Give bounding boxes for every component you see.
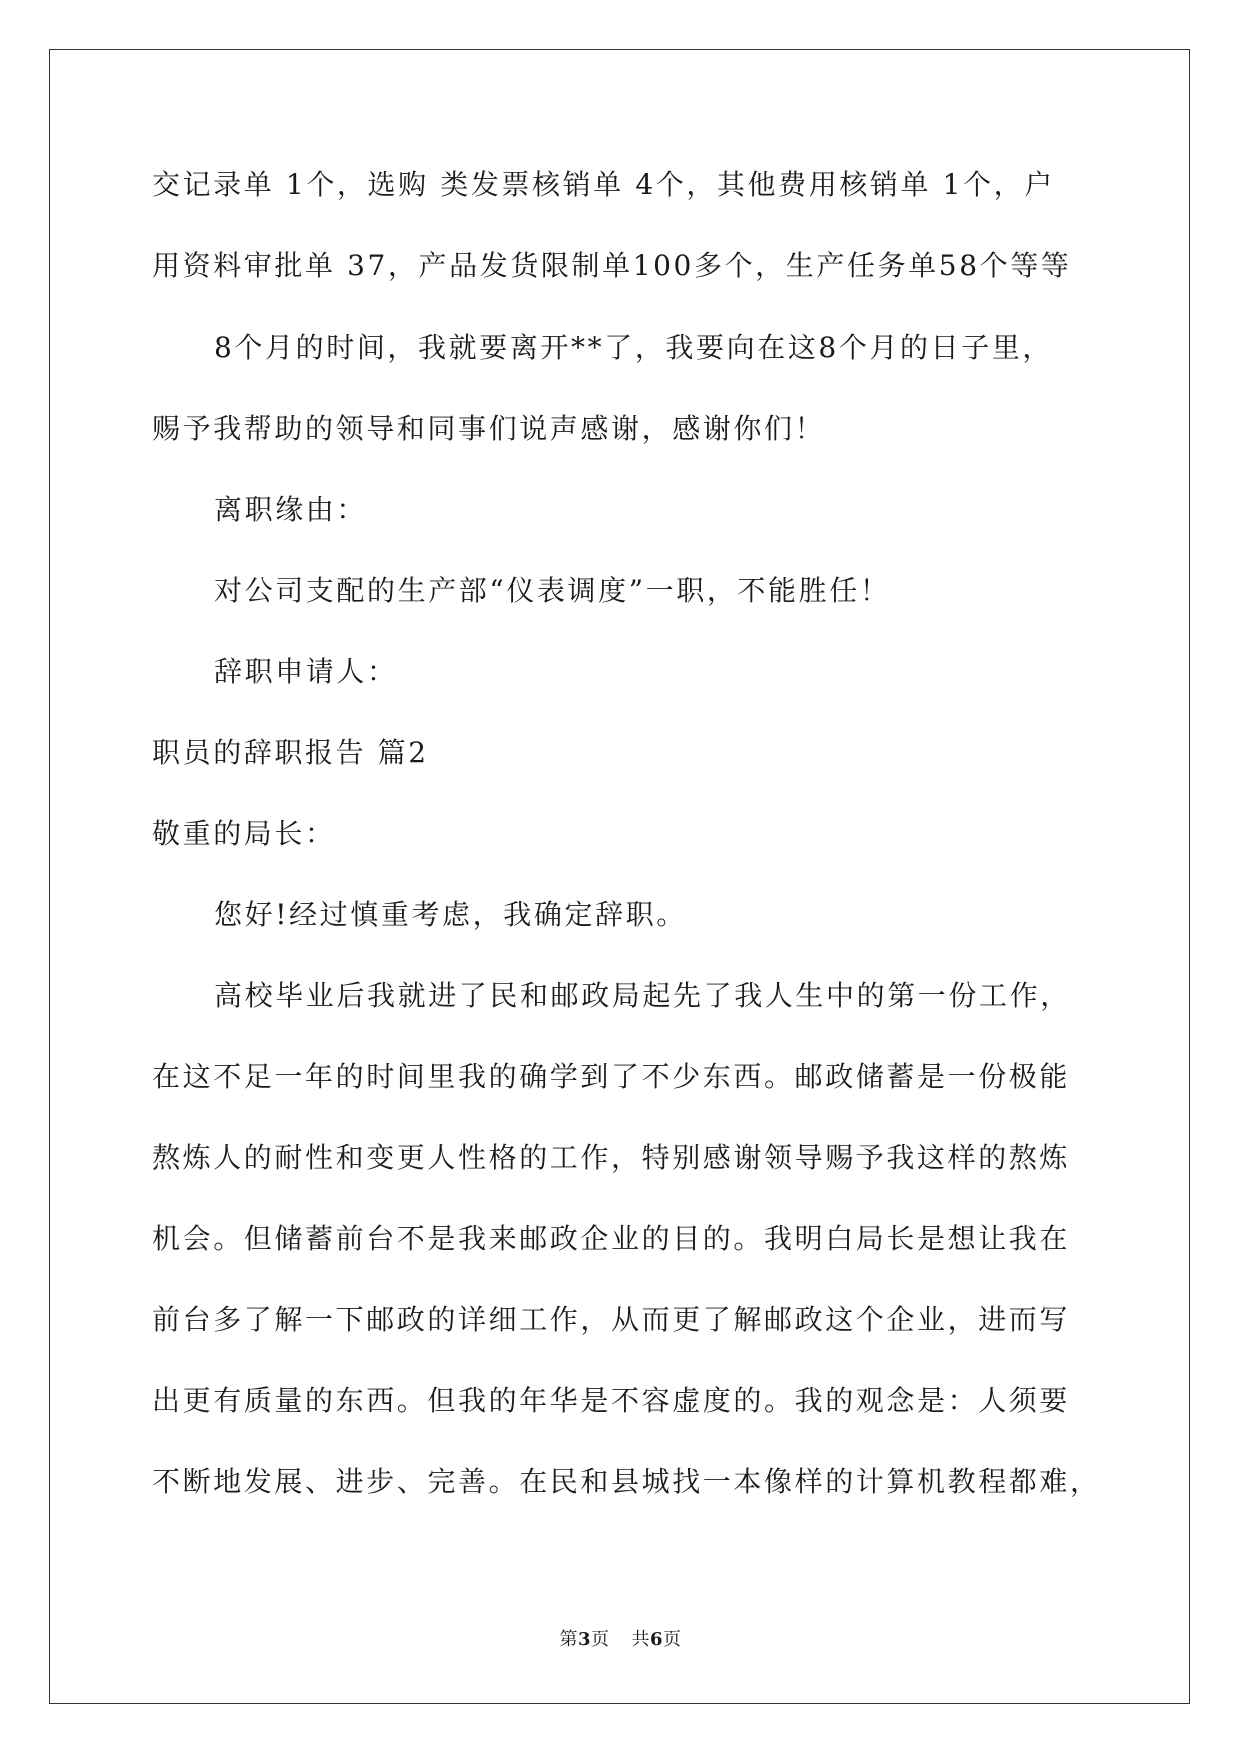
page-suffix: 页 — [591, 1629, 610, 1650]
page-footer — [0, 1628, 1241, 1652]
page-border — [49, 49, 1190, 1704]
section-heading: 职员的辞职报告 篇2 — [152, 736, 429, 769]
total-prefix: 共 — [631, 1629, 650, 1650]
applicant-label: 辞职申请人： — [214, 655, 398, 688]
body-line-17: 不断地发展、进步、完善。在民和县城找一本像样的计算机教程都难， — [152, 1465, 1101, 1498]
body-line-15: 前台多了解一下邮政的详细工作，从而更了解邮政这个企业，进而写 — [152, 1303, 1071, 1336]
body-line-14: 机会。但储蓄前台不是我来邮政企业的目的。我明白局长是想让我在 — [152, 1222, 1071, 1255]
greeting-line: 您好!经过慎重考虑，我确定辞职。 — [214, 898, 687, 931]
paragraph-line-3: 8个月的时间，我就要离开**了，我要向在这8个月的日子里， — [214, 331, 1054, 364]
paragraph-line-11: 高校毕业后我就进了民和邮政局起先了我人生中的第一份工作， — [214, 979, 1071, 1012]
body-line-13: 熬炼人的耐性和变更人性格的工作，特别感谢领导赐予我这样的熬炼 — [152, 1141, 1071, 1174]
page-prefix: 第 — [559, 1629, 578, 1650]
body-line-16: 出更有质量的东西。但我的年华是不容虚度的。我的观念是：人须要 — [152, 1384, 1071, 1417]
body-line-1: 交记录单 1个，选购 类发票核销单 4个，其他费用核销单 1个，户 — [152, 168, 1055, 201]
total-suffix: 页 — [663, 1629, 682, 1650]
body-line-12: 在这不足一年的时间里我的确学到了不少东西。邮政储蓄是一份极能 — [152, 1060, 1071, 1093]
resignation-reason-label: 离职缘由： — [214, 493, 368, 526]
resignation-reason-text: 对公司支配的生产部“仪表调度”一职，不能胜任！ — [214, 574, 891, 607]
page-current: 3 — [577, 1629, 591, 1650]
body-line-4: 赐予我帮助的领导和同事们说声感谢，感谢你们！ — [152, 412, 826, 445]
body-line-2: 用资料审批单 37，产品发货限制单100多个，生产任务单58个等等 — [152, 249, 1072, 282]
salutation: 敬重的局长： — [152, 817, 336, 850]
page-total: 6 — [650, 1629, 664, 1650]
